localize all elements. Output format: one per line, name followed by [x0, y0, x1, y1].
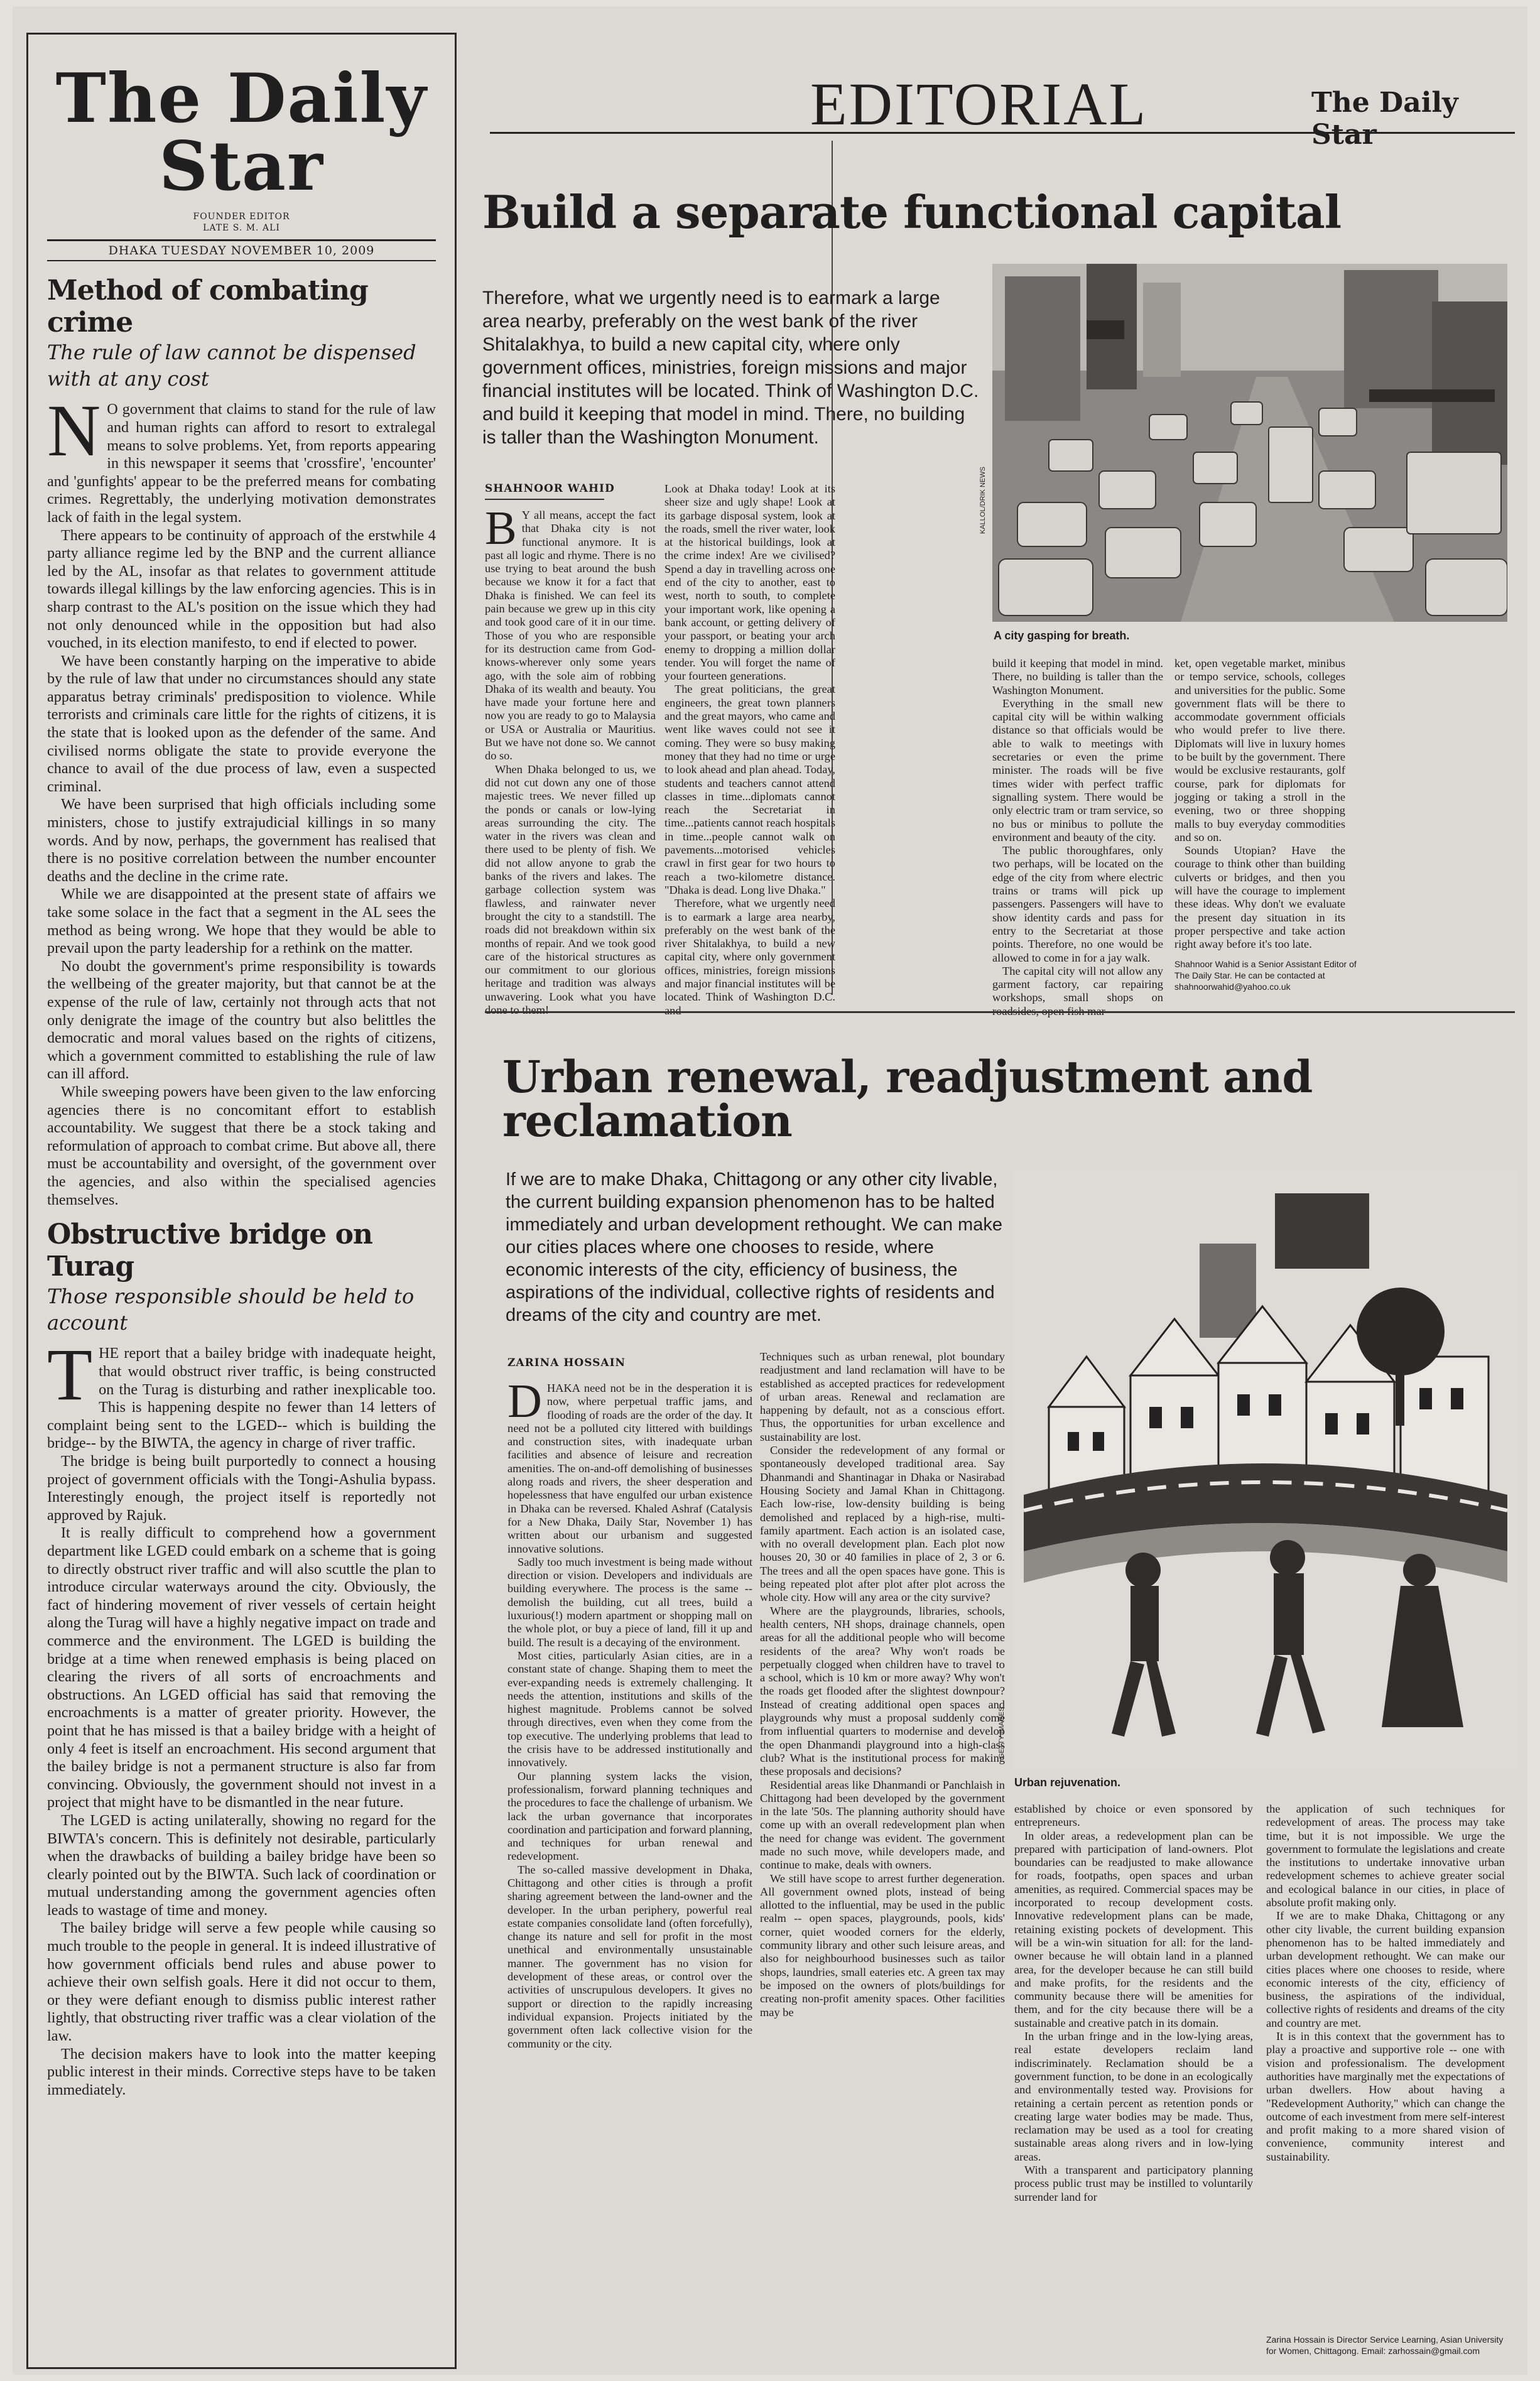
paragraph: Techniques such as urban renewal, plot boundary readjustment and land reclamation will have to be established as accepted practices for redevelopment of urban areas. Renewal and reclamation are happening by default, not as a conscious effort. Thus, the opportunities for urban excellence and sustainability are lost.: [760, 1350, 1005, 1443]
paragraph: It is in this context that the government has to play a proactive and supportive role -- one with vision and professionalism. The development authorities have marginally met the expectations of urban dwellers. How about having a "Redevelopment Authority," which can change the outcome of each investment from mere self-interest and profit making to a more shared vision of convenience, community interest and sustainability.: [1266, 2030, 1505, 2163]
crime-dropcap: N: [47, 389, 101, 472]
paragraph: While we are disappointed at the present state of affairs we take some solace in the fact that a segment in the AL sees the method as being wrong. We hope that they would be able to prevail upon the party leadership for a rethink on the matter.: [47, 886, 436, 957]
paragraph: It is really difficult to comprehend how a government department like LGED could embark on a scheme that is going to directly obstruct river traffic and will also scuttle the plan to introduce circular waterways around the city. Obviously, the fact of hindering movement of river vessels of certain height along the Turag will have a highly negative impact on trade and commerce and the environment. The LGED is building the bridge at a time when renewed emphasis is being placed on clearing the rivers of all sorts of encroachments and obstructions. An LGED official has said that removing the encroachments is a matter of greater priority. However, the point that he has missed is that a bailey bridge with a height of only 4 feet is itself an encroachment. His second argument that the bailey bridge is not a permanent structure is also far from convincing. Obviously, the government should not invest in a project that might have to be dismantled in the near future.: [47, 1524, 436, 1811]
crime-headline: Method of combating crime: [47, 274, 368, 339]
paragraph: Our planning system lacks the vision, professionalism, forward planning techniques and the procedures to face the challenge of urbanism. We lack the urban governance that incorporates coordination and participation and forward planning, and techniques for urban renewal and redevelopment.: [507, 1769, 752, 1863]
paragraph: In the urban fringe and in the low-lying areas, real estate developers reclaim land indiscriminately. Reclamation should be a government function, to be done in an ecologically and environmentally tested way. Provisions for retaining a certain percent as retention ponds or creating large water bodies may be made. Thus, reclamation may be used as a tool for creating sustainable areas along rivers and in low-lying areas.: [1014, 2030, 1253, 2163]
dateline: DHAKA TUESDAY NOVEMBER 10, 2009: [47, 239, 436, 261]
bridge-dropcap: T: [47, 1333, 93, 1416]
capital-col-4: [1174, 657, 1345, 952]
paragraph: In older areas, a redevelopment plan can be prepared with participation of land-owners. Plot boundaries can be readjusted to make allowance for roads, footpaths, open spaces and urban amenities, as required. Commercial spaces may be incorporated to recoup development costs. Innovative redevelopment plans can be made, retaining existing pockets of development. This will be a win-win situation for all: for the land-owner because he will obtain land in a planned area, for the developer because he can still build and make profits, for the residents and the community because there will be amenities for them, and for the city because there will be a sustainable and creative patch in its domain.: [1014, 1829, 1253, 2029]
paragraph: Look at Dhaka today! Look at its sheer size and ugly shape! Look at its garbage disposal system, look at the roads, smell the river water, look at the historical buildings, look at the crime index! Are we civilised? Spend a day in travelling across one end of the city to another, east to west, north to south, to complete your important work, like opening a bank account, or getting delivery of your passport, or beating your arch enemy to dropping a million dollar tender. You will forget the name of your fourteen generations.: [664, 482, 835, 683]
masthead: The Daily Star: [55, 59, 428, 206]
paragraph: The great politicians, the great engineers, the great town planners and the great mayors, who came and went like waves could not see it coming. They were so busy making money that they had no time or urge to look ahead and plan ahead. Today, students and teachers cannot attend classes in time...diplomats cannot reach the Secretariat in time...patients cannot reach hospitals in time...people cannot walk on pavements...motorised vehicles crawl in first gear for two hours to reach a two-kilometre distance. "Dhaka is dead. Long live Dhaka.": [664, 683, 835, 896]
traffic-caption: A city gasping for breath.: [994, 629, 1130, 642]
capital-headline: Build a separate functional capital: [482, 185, 1342, 239]
paragraph: Therefore, what we urgently need is to earmark a large area nearby, preferably on the west bank of the river Shitalakhya, to build a new capital city, where only government offices, ministries, foreign missions and major financial institutes will be located. Think of Washington D.C. and: [664, 897, 835, 1017]
urban-col-4: [1266, 1803, 1505, 2164]
capital-col-2: [664, 482, 835, 1017]
urban-caption: Urban rejuvenation.: [1014, 1776, 1121, 1789]
paragraph: Sadly too much investment is being made without direction or vision. Developers and individuals are building everywhere. The process is the same -- demolish the building, cut all trees, build a luxurious(!) modern apartment or shopping mall on the whole plot, or buy a piece of land, fill it up and build. The result is a decaying of the environment.: [507, 1555, 752, 1649]
paragraph: ket, open vegetable market, minibus or tempo service, schools, colleges and universities for the public. Some government flats will be there to accommodate government officials who would prefer to live there. Diplomats will live in luxury homes to be built by the government. There would be exclusive restaurants, golf course, park for diplomats for jogging or taking a stroll in the evening, two or three shopping malls to buy everyday commodities and so on.: [1174, 657, 1345, 843]
paragraph: build it keeping that model in mind. There, no building is taller than the Washington Monument.: [992, 657, 1163, 697]
paragraph: The bridge is being built purportedly to connect a housing project of government officials with the Tongi-Ashulia bypass. Interestingly enough, the project itself is reportedly not approved by Rajuk.: [47, 1453, 436, 1524]
traffic-photo-art: [992, 264, 1507, 622]
paragraph: The LGED is acting unilaterally, showing no regard for the BIWTA's concern. This is definitely not desirable, particularly when the drawbacks of building a bailey bridge have been so clearly pointed out by the BIWTA. Such lack of coordination or mutual understanding among the government agencies often leads to wastage of time and money.: [47, 1811, 436, 1919]
paragraph: With a transparent and participatory planning process public trust may be instilled to voluntarily surrender land for: [1014, 2164, 1253, 2203]
paragraph: the application of such techniques for redevelopment of areas. The process may take time, but it is not impossible. We urge the government to formulate the legislations and create the institutions to undertake innovative urban redevelopment schemes to achieve greater social and ecological balance in our cities, in place of absolute profit making only.: [1266, 1803, 1505, 1909]
capital-col-1: [485, 502, 656, 1017]
traffic-photo: [992, 264, 1507, 622]
paragraph: HAKA need not be in the desperation it is now, where perpetual traffic jams, and flooding of roads are the order of the day. It need not be a polluted city littered with buildings and construction sites, with inadequate urban facilities and absence of leisure and recreation amenities. The on-and-off demolishing of businesses along roads and rivers, the sheer desperation and hopelessness that have engulfed our urban existence in Dhaka can be reversed. Khaled Ashraf (Catalysis for a New Dhaka, Daily Star, November 1) has written about our urbanism and suggested innovative solutions.: [507, 1382, 752, 1555]
paragraph: established by choice or even sponsored by entrepreneurs.: [1014, 1803, 1253, 1829]
paragraph: Residential areas like Dhanmandi or Panchlaish in Chittagong had been developed by the government in the late '50s. The planning authority should have come up with an overall redevelopment plan when the need for change was evident. The government made no such move, while developers made, and continue to make, deals with owners.: [760, 1778, 1005, 1872]
urban-author-note: Zarina Hossain is Director Service Learning, Asian University for Women, Chittagong. Email: zarhossain@gmail.com: [1266, 2335, 1504, 2356]
bridge-body: [47, 1333, 436, 2099]
left-editorial-box: [26, 33, 457, 2369]
urban-col-2: [760, 1350, 1005, 2019]
paragraph: If we are to make Dhaka, Chittagong or any other city livable, the current building expansion phenomenon has to be halted immediately and urban development rethought. We can make our cities places where one chooses to reside, where economic interests of the city, efficiency of business, the aspirations of the individual, collective rights of residents and dreams of the city and country are met.: [1266, 1909, 1505, 2029]
paragraph: We still have scope to arrest further degeneration. All government owned plots, instead of being allotted to the influential, may be used in the public realm -- open spaces, playgrounds, pools, kids' corner, quiet wooded corners for the elderly, community library and other such leisure areas, and also for neighbourhood businesses such as tailor shops, laundries, small eateries etc. A green tax may be imposed on the owners of plots/buildings for creating non-profit amenity spaces. Other facilities may be: [760, 1872, 1005, 2019]
capital-deck: Therefore, what we urgently need is to earmark a large area nearby, preferably on the west bank of the river Shitalakhya, to build a new capital city, where only government offices, ministries, foreign missions and major financial institutes will be located. Think of Washington D.C. and build it keeping that model in mind. There, no building is taller than the Washington Monument.: [482, 288, 979, 448]
traffic-photo-credit: KALLOL/DRIK NEWS: [979, 467, 987, 534]
paragraph: The public thoroughfares, only two perhaps, will be located on the edge of the city from where electric trains or trams will pick up passengers. Passengers will have to show identity cards and pass for entry to the Secretariat at those points. Therefore, no one would be allowed to come in for a jay walk.: [992, 844, 1163, 964]
urban-col-1: [507, 1375, 752, 2051]
paragraph: The decision makers have to look into the matter keeping public interest in their minds. Corrective steps have to be taken immediately.: [47, 2045, 436, 2098]
section-rule: [490, 132, 1515, 134]
paragraph: HE report that a bailey bridge with inadequate height, that would obstruct river traffic, is being constructed on the Turag is disturbing and rather inexplicable too. This is happening despite no fewer than 14 letters of complaint being sent to the LGED-- which is building the bridge-- by the BIWTA, the agency in charge of river traffic.: [47, 1345, 436, 1452]
paragraph: Where are the playgrounds, libraries, schools, health centers, NH shops, drainage channels, open areas for all the additional people who will become residents of the area? Why won't roads be perpetually clogged when children have to travel to a school, which is 10 km or more away? Why won't the roads get flooded after the slightest downpour? Instead of creating additional open spaces and playgrounds why must a proposal suddenly come from influential quarters to modernise and develop the open Dhanmandi playground into a high-class club? What is the institutional process for making these proposals and decisions?: [760, 1604, 1005, 1778]
capital-byline: SHAHNOOR WAHID: [485, 482, 615, 495]
section-masthead: The Daily Star: [1311, 87, 1458, 151]
newspaper-page: [13, 6, 1527, 2375]
urban-dropcap: D: [507, 1375, 542, 1428]
paragraph: Y all means, accept the fact that Dhaka city is not functional anymore. It is past all logic and rhyme. There is no use trying to beat around the bush because we know it for a fact that Dhaka is finished. We can feel its pain because we grew up in this city and took good care of it in our time. Those of you who are responsible for its destruction came from God-knows-wherever only some years ago, with the sole aim of robbing Dhaka of its wealth and beauty. You have made your fortune here and now you are ready to go to Malaysia or USA or Australia or Mauritius. But we have not done so. We cannot do so.: [485, 509, 656, 762]
bridge-headline: Obstructive bridge on Turag: [47, 1218, 372, 1283]
paragraph: The so-called massive development in Dhaka, Chittagong and other cities is through a profit sharing agreement between the land-owner and the developer. In the urban periphery, powerful real estate companies consolidate land (often forcefully), change its nature and sell for profit in the most unethical and environmentally unsustainable manner. The government has no vision for development of these areas, or control over the activities of unscrupulous developers. It gives no support or direction to the rapidly increasing individual expansion. Projects initiated by the government often lack collective vision for the community or the city.: [507, 1863, 752, 2050]
byline-rule: [485, 499, 604, 500]
urban-illustration: [1011, 1168, 1520, 1771]
crime-subhead: The rule of law cannot be dispensed with at any cost: [47, 340, 416, 391]
urban-deck: If we are to make Dhaka, Chittagong or any other city livable, the current building expansion phenomenon has to be halted immediately and urban development rethought. We can make our cities places where one chooses to reside, where economic interests of the city, efficiency of business, the aspirations of the individual, collective rights of residents and dreams of the city and country are met.: [506, 1169, 1002, 1325]
urban-headline: Urban renewal, readjustment and reclamation: [502, 1051, 1313, 1147]
founder-label: FOUNDER EDITOR: [193, 212, 290, 222]
section-title: EDITORIAL: [810, 70, 1148, 138]
capital-col-3: [992, 657, 1163, 1018]
article-divider: [485, 1011, 1515, 1013]
paragraph: When Dhaka belonged to us, we did not cut down any one of those majestic trees. We never filled up the ponds or canals or low-lying areas surrounding the city. The water in the rivers was clean and there used to be plenty of fish. We did not allow anyone to grab the banks of the rivers and lakes. The garbage collection system was flawless, and rainwater never brought the city to a standstill. The roads did not breakdown within six months of repair. And we took good care of the historical structures as our commitment to our glorious heritage and tradition was always unwavering. Look what you have done to them!: [485, 762, 656, 1016]
paragraph: O government that claims to stand for the rule of law and human rights can afford to resort to extralegal means to solve problems. Yet, from reports appearing in this newspaper it seems that 'crossfire', 'encounter' and 'gunfights' appear to be the preferred means for combating crimes. Regrettably, the underlying motivation demonstrates lack of faith in the legal system.: [47, 401, 436, 526]
bridge-subhead: Those responsible should be held to account: [47, 1284, 415, 1335]
paragraph: Consider the redevelopment of any formal or spontaneously developed traditional area. Say Dhanmandi and Shantinagar in Dhaka or Nasirabad Housing Society and Jamal Khan in Chittagong. Each low-rise, low-density building is being demolished and replaced by a high-rise, multi-family apartment. Each action is an isolated case, with no overall development plan. Each plot now houses 20, 30 or 40 families in place of 2, 3 or 6. The trees and all the open spaces have gone. This is being repeated plot after plot after plot across the whole city. How will any area or the city survive?: [760, 1444, 1005, 1604]
paragraph: While sweeping powers have been given to the law enforcing agencies there is no concomitant effort to establish accountability. We suggest that there be a stock taking and reformulation of approach to combat crime. But above all, there must be accountability and oversight, of the government over the agencies, and also within the specialised agencies themselves.: [47, 1083, 436, 1208]
paragraph: We have been surprised that high officials including some ministers, chose to justify extrajudicial killings in so many words. And by now, perhaps, the government has realised that there is no positive correlation between the number encounter deaths and the decline in the crime rate.: [47, 796, 436, 885]
capital-dropcap: B: [485, 502, 517, 555]
paragraph: The bailey bridge will serve a few people while causing so much trouble to the people in general. It is indeed illustrative of how government officials bend rules and abuse power to achieve their own selfish goals. Here it did not occur to them, or they were defiant enough to dismiss public interest rather lightly, that obstructing river traffic was a clear violation of the law.: [47, 1919, 436, 2045]
urban-col-3: [1014, 1803, 1253, 2204]
paragraph: Most cities, particularly Asian cities, are in a constant state of change. Shaping them to meet the ever-expanding needs is extremely challenging. It needs the attention, institutions and skills of the highest magnitude. Problems cannot be solved through directives, even when they come from the top executive. The underlying problems that lead to the crisis have to be addressed institutionally and innovatively.: [507, 1649, 752, 1769]
urban-byline: ZARINA HOSSAIN: [507, 1357, 626, 1369]
capital-author-note: Shahnoor Wahid is a Senior Assistant Editor of The Daily Star. He can be contacted at shahnoorwahid@yahoo.co.uk: [1174, 959, 1357, 992]
urban-illustration-credit: GETTY IMAGES: [998, 1706, 1006, 1759]
paragraph: We have been constantly harping on the imperative to abide by the rule of law that under no circumstances should any state apparatus betray criminals' predisposition to violence. While terrorists and criminals care little for the rights of citizens, it is the state that is looked upon as the defender of the same. And civilised norms obligate the state to provide everyone the chance to avail of the due process of law, even a suspected criminal.: [47, 652, 436, 795]
paragraph: There appears to be continuity of approach of the erstwhile 4 party alliance regime led by the BNP and the current alliance led by the AL, insofar as that relates to government attitude towards illegal killings by the law enforcing agencies. This is in sharp contrast to the AL's position on the issue which they had not only denounced while in the opposition but had also vouched, in its election manifesto, to end if elected to power.: [47, 526, 436, 652]
paragraph: Sounds Utopian? Have the courage to think other than building culverts or bridges, and then you will have the courage to implement these ideas. Why don't we evaluate the present day situation in its proper perspective and take action right away before it's too late.: [1174, 844, 1345, 951]
paragraph: Everything in the small new capital city will be within walking distance so that officials would be able to walk to meetings with secretaries or even the prime minister. The roads will be five times wider with perfect traffic signalling system. There would be only electric tram or tram service, so no bus or minibus to pollute the environment and beauty of the city.: [992, 697, 1163, 843]
crime-body: [47, 389, 436, 1209]
urban-illustration-art: [1011, 1168, 1520, 1771]
paragraph: The capital city will not allow any garment factory, car repairing workshops, small shops on roadsides, open fish mar-: [992, 964, 1163, 1017]
founder-name: LATE S. M. ALI: [203, 223, 280, 233]
paragraph: No doubt the government's prime responsibility is towards the wellbeing of the greater majority, but that cannot be at the expense of the rule of law, certainly not through acts that not only denigrate the image of the country but also belittles the democratic and moral values based on the rights of citizens, which a government committed to establishing the rule of law can ill afford.: [47, 957, 436, 1083]
